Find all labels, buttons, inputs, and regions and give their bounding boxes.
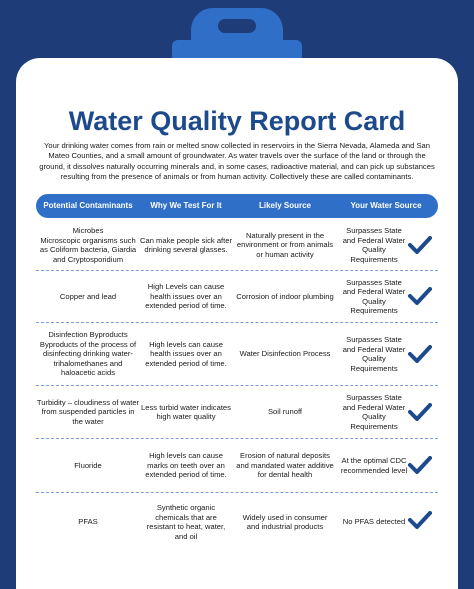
contaminant-cell: Fluoride [74,460,102,470]
why-cell: Can make people sick after drinking several glasses. [140,235,233,254]
header-why-we-test: Why We Test For It [150,201,222,210]
status-cell: At the optimal CDC recommended level [340,456,408,475]
source-cell: Naturally present in the environment or from animals or human activity [236,230,334,259]
table-row [36,323,438,385]
header-likely-source: Likely Source [258,201,312,210]
contaminant-cell: Turbidity – cloudiness of water from suspended particles in the water [36,397,140,426]
why-cell: Synthetic organic chemicals that are resistant to heat, water, and oil [146,503,226,541]
why-cell: High levels can cause health issues over an extended period of time. [145,339,227,368]
status-cell: Surpasses State and Federal Water Quality Requirements [342,277,406,315]
why-cell: Less turbid water indicates high water quality [141,402,231,421]
clipboard-clip-hole [218,19,256,33]
source-cell: Widely used in consumer and industrial products [242,512,328,531]
source-cell: Soil runoff [267,407,303,417]
page-title: Water Quality Report Card [68,106,406,136]
why-cell: High Levels can cause health issues over an extended period of time. [145,282,227,311]
checkmark-icon [408,403,432,421]
contaminant-cell: Microbes Microscopic organisms such as Coliform bacteria, Giardia and Cryptosporidium [39,226,137,264]
checkmark-icon [408,345,432,363]
status-cell: Surpasses State and Federal Water Quality Requirements [342,335,406,373]
status-cell: No PFAS detected [342,517,406,527]
checkmark-icon [408,236,432,254]
header-potential-contaminants: Potential Contaminants [43,201,133,210]
checkmark-icon [408,287,432,305]
intro-paragraph: Your drinking water comes from rain or melted snow collected in reservoirs in the Sierra Nevada, Alameda and San Mateo Counties, and a small amount of groundwater. As water travels over the surface of the land or through the ground, it dissolves naturally occurring minerals and, in some cases, radioactive material, and can pick up substances resulting from the presence of animals or from human activity. Collectively these are called contaminants. [39,141,435,181]
table-row [36,386,438,438]
table-header [36,194,438,218]
status-cell: Surpasses State and Federal Water Quality Requirements [342,226,406,264]
table-row [36,493,438,551]
table-row [36,439,438,492]
why-cell: High levels can cause marks on teeth over an extended period of time. [145,451,227,480]
header-your-water-source: Your Water Source [350,201,422,210]
status-cell: Surpasses State and Federal Water Quality Requirements [342,393,406,431]
source-cell: Water Disinfection Process [239,349,331,359]
checkmark-icon [408,511,432,529]
contaminant-cell: Copper and lead [59,291,117,301]
table-row [36,220,438,270]
contaminant-cell: PFAS [78,517,98,527]
report-paper [16,58,458,589]
checkmark-icon [408,456,432,474]
contaminant-cell: Disinfection Byproducts Byproducts of the process of disinfecting drinking water- trihalomethanes and haloacetic acids [39,330,137,378]
source-cell: Corrosion of indoor plumbing [236,291,334,301]
source-cell: Erosion of natural deposits and mandated water additive for dental health [236,451,334,480]
table-row [36,271,438,322]
